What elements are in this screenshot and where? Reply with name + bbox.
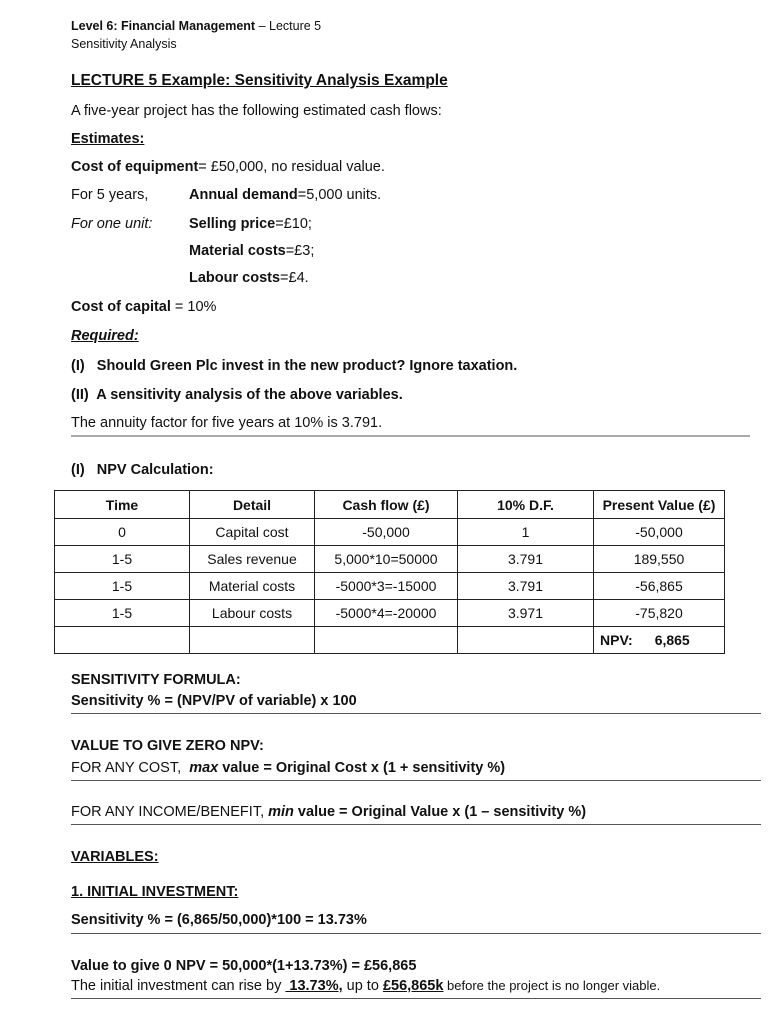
table-row: [55, 573, 725, 600]
table-cell: 3.971: [458, 600, 594, 627]
table-cell: Capital cost: [190, 519, 315, 546]
table-cell: 189,550: [594, 546, 725, 573]
price-label: Selling price: [189, 216, 276, 232]
table-cell: 3.791: [458, 573, 594, 600]
table-cell: 0: [55, 519, 190, 546]
labour-line: [189, 270, 309, 286]
table-cell: 1-5: [55, 600, 190, 627]
cost-formula: [71, 760, 505, 776]
table-cell: Material costs: [190, 573, 315, 600]
column-header: Detail: [190, 491, 315, 519]
table-cell: [190, 627, 315, 654]
table-row: [55, 546, 725, 573]
npv-value: 6,865: [654, 632, 690, 648]
table-cell: -50,000: [315, 519, 458, 546]
annuity-note: The annuity factor for five years at 10% is 3.791.: [71, 415, 383, 431]
demand-line: [189, 187, 381, 203]
variables-heading: VARIABLES:: [71, 849, 159, 865]
labour-label: Labour costs: [189, 270, 281, 286]
npv-total-row: [55, 627, 725, 654]
npv-heading: (I) NPV Calculation:: [71, 462, 214, 478]
npv-table: [54, 490, 725, 654]
price-value: =£10;: [275, 216, 312, 232]
npv-total-cell: [594, 627, 725, 654]
course-header: [71, 19, 321, 33]
investment-note: [71, 978, 660, 994]
labour-value: =£4.: [280, 270, 309, 286]
note-amount: £56,865k: [382, 978, 444, 994]
section-divider: [71, 435, 750, 437]
initial-investment-heading: 1. INITIAL INVESTMENT:: [71, 884, 239, 900]
investment-zero-value: Value to give 0 NPV = 50,000*(1+13.73%) = £56,865: [71, 958, 417, 974]
table-cell: [55, 627, 190, 654]
table-cell: [458, 627, 594, 654]
course-title: Level 6: Financial Management: [71, 19, 256, 33]
column-header: 10% D.F.: [458, 491, 594, 519]
table-cell: -5000*4=-20000: [315, 600, 458, 627]
cost-prefix: FOR ANY COST,: [71, 760, 190, 776]
formula-divider: [71, 713, 761, 714]
note-text-c: before the project is no longer viable.: [443, 978, 661, 993]
lecture-number: – Lecture 5: [255, 19, 322, 33]
note-text-a: The initial investment can rise by: [71, 978, 286, 994]
material-line: [189, 243, 314, 259]
formula-text: Sensitivity % = (NPV/PV of variable) x 100: [71, 693, 357, 709]
table-cell: Labour costs: [190, 600, 315, 627]
table-cell: 1: [458, 519, 594, 546]
example-title: LECTURE 5 Example: Sensitivity Analysis Example: [71, 72, 448, 89]
equipment-line: [71, 159, 385, 175]
material-value: =£3;: [285, 243, 315, 259]
income-min: min: [268, 804, 294, 820]
required-label: Required:: [71, 328, 139, 344]
cost-formula-text: value = Original Cost x (1 + sensitivity %): [218, 760, 506, 776]
price-line: [189, 216, 312, 232]
income-formula: [71, 804, 586, 820]
zero-npv-heading: VALUE TO GIVE ZERO NPV:: [71, 738, 264, 754]
capital-value: = 10%: [170, 299, 217, 315]
requirement-2: (II) A sensitivity analysis of the above variables.: [71, 387, 403, 403]
column-header: Present Value (£): [594, 491, 725, 519]
estimates-label: Estimates:: [71, 131, 145, 147]
investment-sensitivity: Sensitivity % = (6,865/50,000)*100 = 13.73%: [71, 912, 367, 928]
npv-label: NPV:: [600, 632, 633, 648]
table-row: [55, 600, 725, 627]
material-label: Material costs: [189, 243, 286, 259]
table-cell: 5,000*10=50000: [315, 546, 458, 573]
capital-line: [71, 299, 216, 315]
table-cell: -50,000: [594, 519, 725, 546]
intro-lead: A five-year project has the following estimated cash flows:: [71, 103, 442, 119]
income-prefix: FOR ANY INCOME/BENEFIT,: [71, 804, 269, 820]
column-header: Cash flow (£): [315, 491, 458, 519]
column-header: Time: [55, 491, 190, 519]
cost-divider: [71, 780, 761, 781]
investment-divider: [71, 933, 761, 934]
note-text-b: up to: [342, 978, 383, 994]
table-cell: 1-5: [55, 573, 190, 600]
table-cell: -75,820: [594, 600, 725, 627]
income-formula-text: value = Original Value x (1 – sensitivity %): [293, 804, 587, 820]
note-percent: 13.73%,: [285, 978, 343, 994]
table-cell: -5000*3=-15000: [315, 573, 458, 600]
table-cell: 1-5: [55, 546, 190, 573]
bottom-divider: [71, 998, 761, 999]
formula-heading: SENSITIVITY FORMULA:: [71, 672, 241, 688]
requirement-1: (I) Should Green Plc invest in the new product? Ignore taxation.: [71, 358, 518, 374]
course-subtitle: Sensitivity Analysis: [71, 37, 177, 51]
table-cell: 3.791: [458, 546, 594, 573]
years-label: For 5 years,: [71, 187, 149, 203]
table-row: [55, 519, 725, 546]
table-cell: -56,865: [594, 573, 725, 600]
income-divider: [71, 824, 761, 825]
cost-max: max: [189, 760, 219, 776]
capital-label: Cost of capital: [71, 299, 171, 315]
demand-label: Annual demand: [189, 187, 298, 203]
table-cell: [315, 627, 458, 654]
equipment-label: Cost of equipment: [71, 159, 199, 175]
unit-label: For one unit:: [71, 216, 153, 232]
equipment-value: = £50,000, no residual value.: [198, 159, 385, 175]
table-cell: Sales revenue: [190, 546, 315, 573]
table-header-row: [55, 491, 725, 519]
demand-value: =5,000 units.: [297, 187, 382, 203]
